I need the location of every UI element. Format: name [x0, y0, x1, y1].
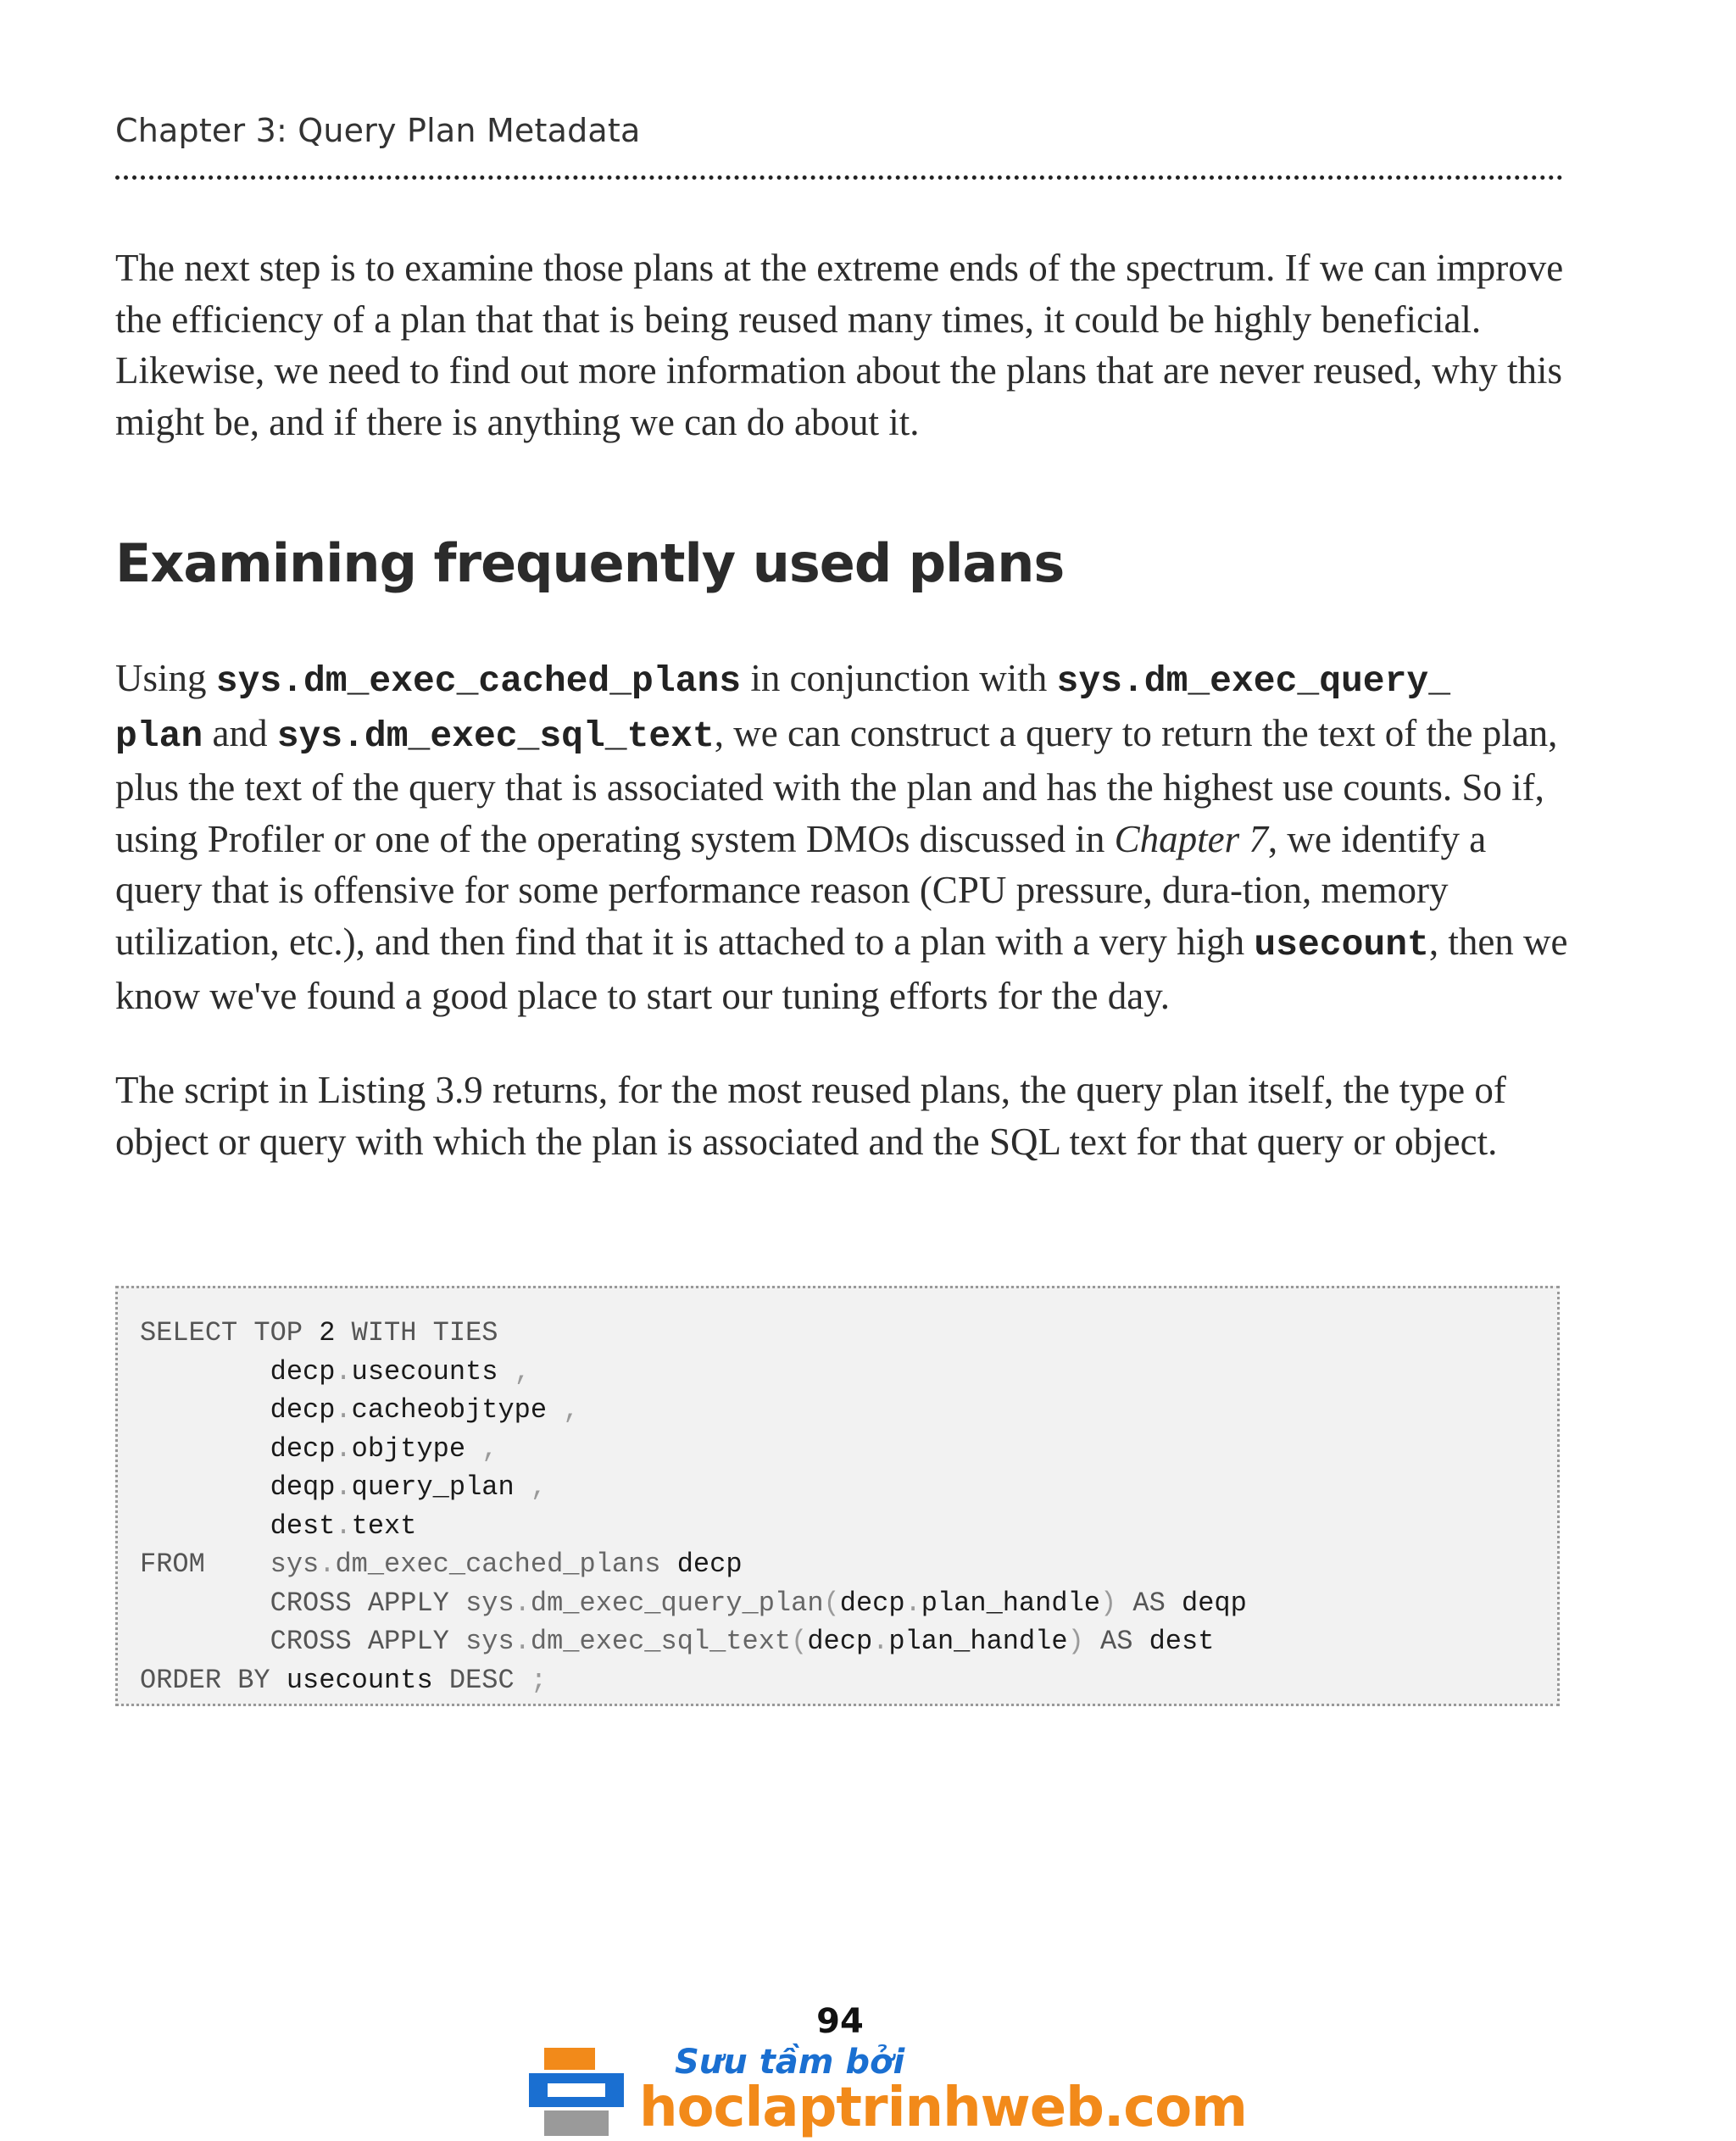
header-rule [115, 175, 1563, 180]
code-line: deqp.query_plan , [270, 1471, 548, 1503]
code-line: CROSS APPLY sys.dm_exec_sql_text(decp.plan_handle) AS dest [270, 1626, 1215, 1657]
code-line: FROM sys.dm_exec_cached_plans decp [140, 1549, 743, 1580]
watermark-site: hoclaptrinhweb.com [639, 2077, 1247, 2139]
text-span: , we identify a query that is offensive for some performance reason (CPU pressure, dura-tion, memory utilization, etc.), and then find that it is attached to a plan with a very high [115, 817, 1487, 963]
text-span: Using [115, 657, 216, 699]
inline-code: sys.dm_exec_sql_text [276, 715, 715, 757]
text-span: and [203, 711, 277, 754]
watermark-logo-icon [529, 2048, 624, 2138]
code-block [140, 1314, 1247, 1699]
paragraph-listing-intro: The script in Listing 3.9 returns, for the most reused plans, the query plan itself, the type of object or query with which the plan is associated and the SQL text for that query or object. [115, 1069, 1506, 1163]
code-line: SELECT TOP 2 WITH TIES [140, 1317, 498, 1349]
section-heading: Examining frequently used plans [115, 532, 1065, 594]
code-listing [115, 1286, 1560, 1706]
page-number: 94 [816, 2002, 864, 2041]
code-line: decp.cacheobjtype , [270, 1394, 580, 1426]
code-line: decp.objtype , [270, 1432, 498, 1465]
inline-code: sys.dm_exec_query_ [1056, 660, 1451, 702]
inline-code: sys.dm_exec_cached_plans [215, 660, 742, 702]
text-span: , we can construct a query to return the text of the plan, plus the text of the query that is associated with the plan and has the highest use counts. So if, using Profiler or one of the operating system DMOs discussed in [115, 711, 1558, 860]
code-line: dest.text [270, 1510, 417, 1542]
watermark [529, 2043, 1247, 2141]
paragraph-dmv-description [115, 653, 1573, 1022]
text-span: , then we know we've found a good place to start our tuning efforts for the day. [115, 920, 1568, 1017]
watermark-caption: Sưu tầm bởi [675, 2043, 905, 2082]
code-line: ORDER BY usecounts DESC ; [140, 1664, 548, 1696]
text-span: in conjunction with [741, 657, 1057, 699]
paragraph-intro: The next step is to examine those plans at the extreme ends of the spectrum. If we can improve the efficiency of a plan that that is being reused many times, it could be highly beneficial. Likewise, we need to find out more information about the plans that are never reused, why this might be, and if there is anything we can do about it. [115, 247, 1564, 443]
inline-code: plan [115, 715, 203, 757]
running-head: Chapter 3: Query Plan Metadata [115, 112, 641, 149]
code-line: CROSS APPLY sys.dm_exec_query_plan(decp.plan_handle) AS deqp [270, 1587, 1247, 1619]
inline-code: usecount [1254, 923, 1429, 965]
chapter-reference: Chapter 7 [1114, 817, 1268, 860]
code-line: decp.usecounts , [270, 1355, 531, 1387]
